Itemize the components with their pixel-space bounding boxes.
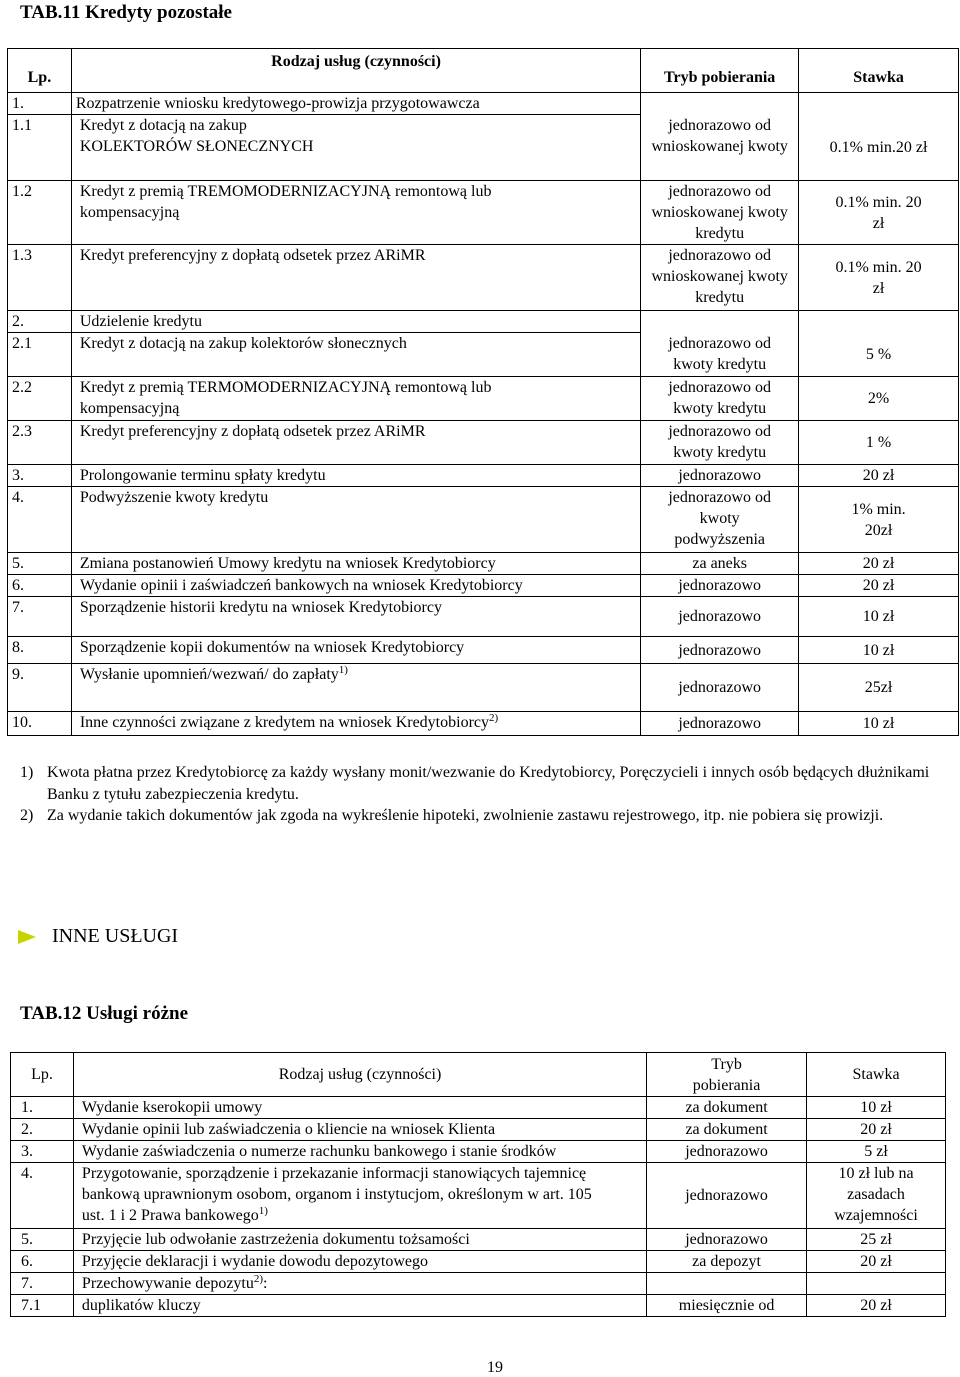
row-desc: Kredyt preferencyjny z dopłatą odsetek przez ARiMR [71, 421, 640, 465]
row-desc: Zmiana postanowień Umowy kredytu na wniosek Kredytobiorcy [71, 553, 640, 575]
row-lp: 1.2 [8, 181, 72, 245]
row-stawka: 0.1% min.20 zł [799, 115, 959, 181]
table-row [8, 181, 959, 245]
table-row [11, 1141, 946, 1163]
row-tryb: jednorazowo [641, 664, 799, 712]
row-stawka: 0.1% min. 20 zł [799, 245, 959, 311]
row-lp: 5. [8, 553, 72, 575]
row-desc: Kredyt z dotacją na zakup kolektorów słonecznych [71, 333, 640, 377]
row-tryb: za depozyt [647, 1251, 807, 1273]
footnote-mark: 2) [20, 807, 34, 824]
row-stawka: 20 zł [807, 1251, 946, 1273]
row-lp: 9. [8, 664, 72, 712]
table-row [8, 712, 959, 736]
table-row [8, 311, 959, 333]
header-lp: Lp. [8, 49, 72, 93]
footnote-mark: 1) [20, 764, 34, 781]
row-desc: duplikatów kluczy [73, 1295, 646, 1317]
row-tryb: za dokument [647, 1119, 807, 1141]
table-row [8, 93, 959, 115]
table-row [8, 637, 959, 664]
row-tryb: jednorazowo [647, 1229, 807, 1251]
row-desc: Podwyższenie kwoty kredytu [71, 487, 640, 553]
row-stawka: 10 zł [799, 712, 959, 736]
footnote-ref: 1) [258, 1205, 268, 1217]
table-row [11, 1273, 946, 1295]
row-lp: 3. [8, 465, 72, 487]
row-lp: 10. [8, 712, 72, 736]
footnote-ref: 2) [489, 712, 499, 724]
row-desc [73, 1163, 646, 1229]
row-desc: Kredyt preferencyjny z dopłatą odsetek przez ARiMR [71, 245, 640, 311]
page-number: 19 [487, 1359, 503, 1376]
row-lp: 2. [11, 1119, 74, 1141]
row-lp: 1.1 [8, 115, 72, 181]
row-lp: 8. [8, 637, 72, 664]
row-desc: Sporządzenie historii kredytu na wniosek Kredytobiorcy [71, 597, 640, 637]
row-stawka: 20 zł [799, 553, 959, 575]
row-stawka: 10 zł [807, 1097, 946, 1119]
row-stawka: 20 zł [799, 465, 959, 487]
table-row [8, 597, 959, 637]
row-desc [71, 664, 640, 712]
footnote-1 [20, 762, 940, 806]
table-row [11, 1163, 946, 1229]
tab12-title: TAB.12 Usługi różne [20, 1003, 189, 1024]
tab11-title: TAB.11 Kredyty pozostałe [20, 2, 232, 23]
row-tryb: jednorazowo od kwoty kredytu [641, 421, 799, 465]
table-row [8, 575, 959, 597]
table-row [8, 465, 959, 487]
row-desc-suffix: : [263, 1275, 268, 1292]
row-stawka: 1 % [799, 421, 959, 465]
row-lp: 4. [8, 487, 72, 553]
table-row [8, 245, 959, 311]
header-rodzaj: Rodzaj usług (czynności) [71, 49, 640, 93]
row-desc: Wydanie opinii lub zaświadczenia o kliencie na wniosek Klienta [73, 1119, 646, 1141]
row-desc: Przyjęcie deklaracji i wydanie dowodu depozytowego [73, 1251, 646, 1273]
tab12-table [10, 1052, 946, 1317]
header-stawka: Stawka [799, 49, 959, 93]
row-lp: 3. [11, 1141, 74, 1163]
row-lp: 2. [8, 311, 72, 333]
header-tryb: Tryb pobierania [647, 1053, 807, 1097]
row-stawka: 20 zł [807, 1119, 946, 1141]
footnote-2 [20, 805, 940, 827]
row-desc [73, 1273, 646, 1295]
row-stawka: 20 zł [807, 1295, 946, 1317]
row-stawka: 10 zł [799, 597, 959, 637]
table-row [8, 664, 959, 712]
table-row [11, 1229, 946, 1251]
row-tryb: jednorazowo [647, 1141, 807, 1163]
table-row [8, 487, 959, 553]
header-rodzaj: Rodzaj usług (czynności) [73, 1053, 646, 1097]
row-desc: Rozpatrzenie wniosku kredytowego-prowizja przygotowawcza [71, 93, 640, 115]
row-desc [71, 712, 640, 736]
row-stawka: 5 % [799, 333, 959, 377]
header-lp: Lp. [11, 1053, 74, 1097]
row-tryb: jednorazowo od kwoty kredytu [641, 377, 799, 421]
table-row [8, 553, 959, 575]
table-row [8, 421, 959, 465]
arrow-bullet-icon [16, 926, 38, 948]
row-desc: Udzielenie kredytu [71, 311, 640, 333]
row-lp: 7. [8, 597, 72, 637]
section-title: INNE USŁUGI [52, 925, 179, 947]
row-lp: 1.3 [8, 245, 72, 311]
row-tryb: jednorazowo od wnioskowanej kwoty kredytu [641, 181, 799, 245]
row-desc-text: Inne czynności związane z kredytem na wniosek Kredytobiorcy [79, 714, 489, 731]
row-stawka: 10 zł lub na zasadach wzajemności [807, 1163, 946, 1229]
row-stawka: 0.1% min. 20 zł [799, 181, 959, 245]
row-tryb: jednorazowo [641, 712, 799, 736]
table-row [8, 377, 959, 421]
row-tryb: jednorazowo [641, 575, 799, 597]
row-stawka: 1% min. 20zł [799, 487, 959, 553]
row-stawka [807, 1273, 946, 1295]
row-tryb: miesięcznie od [647, 1295, 807, 1317]
row-lp: 2.1 [8, 333, 72, 377]
row-desc-text: Wysłanie upomnień/wezwań/ do zapłaty [79, 666, 339, 683]
row-stawka: 10 zł [799, 637, 959, 664]
tab11-table [7, 48, 959, 736]
row-tryb: za dokument [647, 1097, 807, 1119]
footnote-ref: 2) [253, 1273, 264, 1285]
row-stawka: 20 zł [799, 575, 959, 597]
footnote-ref: 1) [338, 664, 348, 676]
row-desc-text: Przechowywanie depozytu [81, 1275, 254, 1292]
row-desc: Kredyt z dotacją na zakup KOLEKTORÓW SŁONECZNYCH [71, 115, 640, 181]
header-tryb: Tryb pobierania [641, 49, 799, 93]
row-tryb: jednorazowo od wnioskowanej kwoty kredytu [641, 245, 799, 311]
table-row [11, 1295, 946, 1317]
row-desc: Wydanie kserokopii umowy [73, 1097, 646, 1119]
row-lp: 1. [11, 1097, 74, 1119]
row-lp: 1. [8, 93, 72, 115]
row-tryb: jednorazowo od kwoty podwyższenia [641, 487, 799, 553]
header-stawka: Stawka [807, 1053, 946, 1097]
row-lp: 7. [11, 1273, 74, 1295]
row-lp: 7.1 [11, 1295, 74, 1317]
row-stawka: 2% [799, 377, 959, 421]
row-desc: Wydanie zaświadczenia o numerze rachunku bankowego i stanie środków [73, 1141, 646, 1163]
row-lp: 6. [11, 1251, 74, 1273]
row-tryb: jednorazowo od wnioskowanej kwoty [641, 115, 799, 181]
row-desc: Kredyt z premią TERMOMODERNIZACYJNĄ remontową lub kompensacyjną [71, 377, 640, 421]
table-row [11, 1119, 946, 1141]
row-tryb: jednorazowo [641, 465, 799, 487]
table-row [8, 115, 959, 181]
row-desc: Przyjęcie lub odwołanie zastrzeżenia dokumentu tożsamości [73, 1229, 646, 1251]
row-lp: 2.2 [8, 377, 72, 421]
row-desc: Prolongowanie terminu spłaty kredytu [71, 465, 640, 487]
row-desc: Kredyt z premią TREMOMODERNIZACYJNĄ remontową lub kompensacyjną [71, 181, 640, 245]
row-lp: 4. [11, 1163, 74, 1229]
row-lp: 6. [8, 575, 72, 597]
row-desc: Sporządzenie kopii dokumentów na wniosek Kredytobiorcy [71, 637, 640, 664]
row-desc-text: Przygotowanie, sporządzenie i przekazanie informacji stanowiących tajemnicę bankową uprawnionym osobom, organom i instytucjom, określonym w art. 105 ust. 1 i 2 Prawa bankowego [81, 1165, 592, 1224]
row-tryb: jednorazowo od kwoty kredytu [641, 333, 799, 377]
table-row [11, 1097, 946, 1119]
row-desc: Wydanie opinii i zaświadczeń bankowych na wniosek Kredytobiorcy [71, 575, 640, 597]
table-row [8, 333, 959, 377]
row-lp: 2.3 [8, 421, 72, 465]
row-tryb: jednorazowo [641, 637, 799, 664]
row-tryb [647, 1273, 807, 1295]
row-lp: 5. [11, 1229, 74, 1251]
row-stawka: 25zł [799, 664, 959, 712]
footnote-text: Za wydanie takich dokumentów jak zgoda na wykreślenie hipoteki, zwolnienie zastawu rejestrowego, itp. nie pobiera się prowizji. [47, 807, 884, 824]
row-tryb: jednorazowo [647, 1163, 807, 1229]
row-tryb: jednorazowo [641, 597, 799, 637]
footnote-text: Kwota płatna przez Kredytobiorcę za każdy wysłany monit/wezwanie do Kredytobiorcy, Poręczycieli i innych osób będących dłużnikami Banku z tytułu zabezpieczenia kredytu. [47, 764, 930, 803]
row-stawka: 25 zł [807, 1229, 946, 1251]
table-row [11, 1251, 946, 1273]
row-tryb: za aneks [641, 553, 799, 575]
row-stawka: 5 zł [807, 1141, 946, 1163]
